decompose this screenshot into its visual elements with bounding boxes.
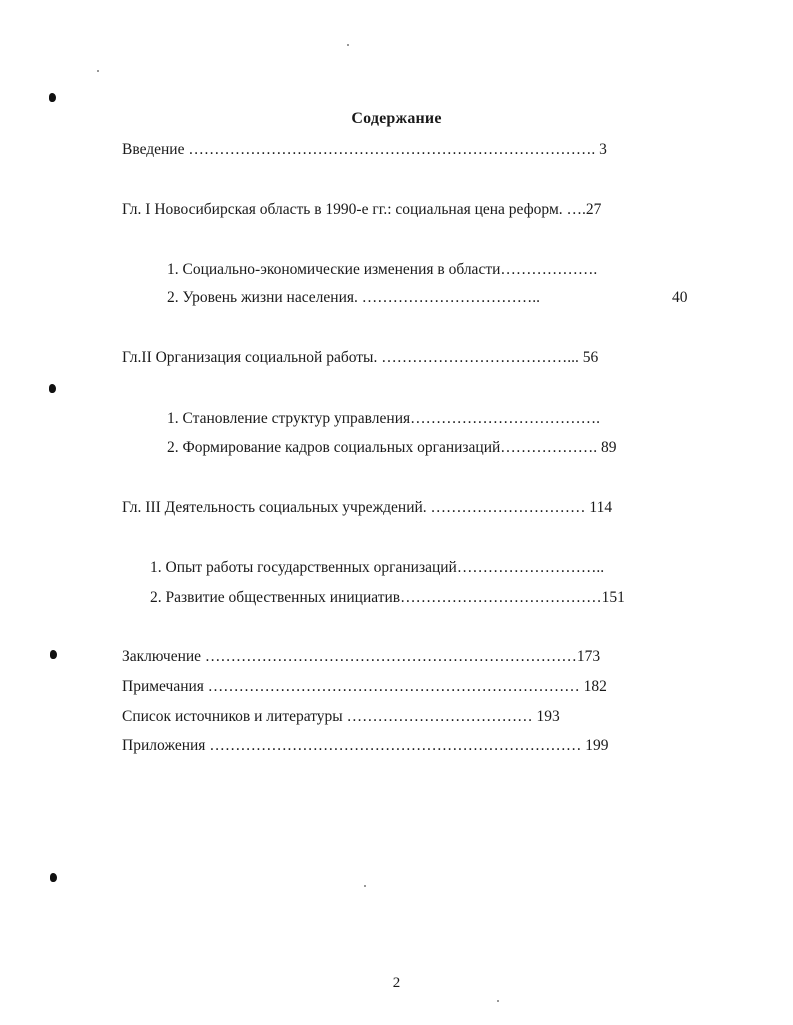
toc-section-2-2: 2. Формирование кадров социальных организаций………………. 89 <box>167 439 617 456</box>
binding-hole-mark <box>49 384 56 393</box>
toc-chapter-3: Гл. III Деятельность социальных учреждений. ………………………… 114 <box>122 499 613 516</box>
scan-speck <box>347 44 349 46</box>
page-number: 2 <box>392 975 401 991</box>
toc-entry-sources: Список источников и литературы ……………………………… 193 <box>122 708 560 725</box>
toc-entry-conclusion: Заключение ………………………………………………………………173 <box>122 648 601 665</box>
toc-section-2-1: 1. Становление структур управления………………………………. <box>167 410 601 427</box>
toc-entry-notes: Примечания ……………………………………………………………… 182 <box>122 678 607 695</box>
binding-hole-mark <box>49 93 56 102</box>
scan-speck <box>497 1000 499 1002</box>
toc-section-1-2: 2. Уровень жизни населения. …………………………….. <box>167 289 541 306</box>
binding-hole-mark <box>50 873 57 882</box>
toc-entry-appendices: Приложения ……………………………………………………………… 199 <box>122 737 609 754</box>
toc-section-1-2-page: 40 <box>672 289 688 306</box>
toc-section-1-1: 1. Социально-экономические изменения в области………………. <box>167 261 598 278</box>
toc-chapter-1: Гл. I Новосибирская область в 1990-е гг.: социальная цена реформ. ….27 <box>122 201 602 218</box>
toc-section-3-2: 2. Развитие общественных инициатив…………………………………151 <box>150 589 625 606</box>
scan-speck <box>97 70 99 72</box>
toc-section-3-1: 1. Опыт работы государственных организаций……………………….. <box>150 559 605 576</box>
toc-entry-introduction: Введение ……………………………………………………………………. 3 <box>122 141 607 158</box>
document-title: Содержание <box>351 110 442 127</box>
binding-hole-mark <box>50 650 57 659</box>
toc-chapter-2: Гл.II Организация социальной работы. ………………………………... 56 <box>122 349 599 366</box>
scan-speck <box>364 885 366 887</box>
